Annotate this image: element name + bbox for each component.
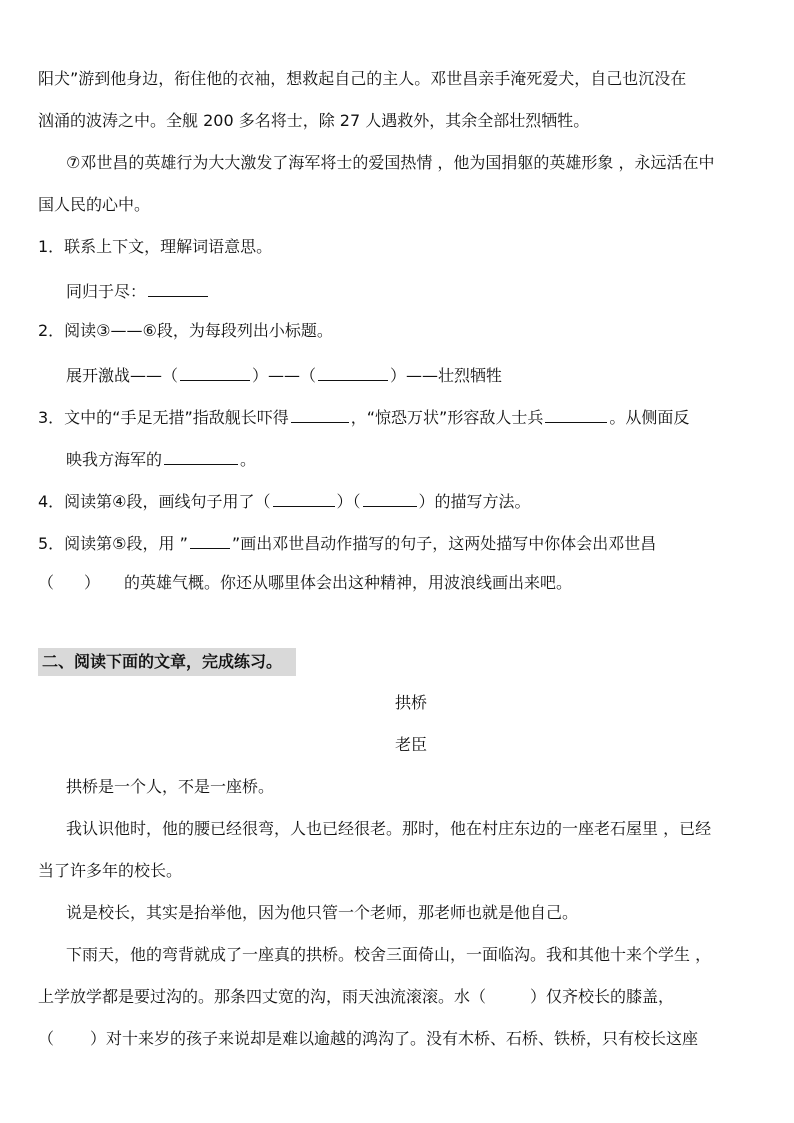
answer-blank[interactable] (291, 404, 349, 423)
passage-line: ⑦邓世昌的英雄行为大大激发了海军将士的爱国热情 ，他为国捐躯的英雄形象 ，永远活在中 (66, 153, 715, 172)
paragraph: 下雨天，他的弯背就成了一座真的拱桥。校舍三面倚山，一面临沟。我和其他十来个学生 ， (66, 945, 712, 964)
passage-line: 阳犬”游到他身边，衔住他的衣袖，想救起自己的主人。邓世昌亲手淹死爱犬，自己也沉没在 (38, 69, 687, 88)
text: 5．阅读第⑤段，用 ” (38, 534, 188, 553)
article-title: 拱桥 (394, 693, 427, 712)
question-2: 2．阅读③——⑥段，为每段列出小标题。 (38, 321, 333, 340)
answer-blank[interactable] (164, 446, 238, 465)
question-5 (38, 530, 656, 555)
passage-line: 国人民的心中。 (38, 195, 151, 214)
answer-blank[interactable] (273, 488, 335, 507)
text: ”画出邓世昌动作描写的句子，这两处描写中你体会出邓世昌 (231, 534, 657, 553)
paragraph-cont: 当了许多年的校长。 (38, 861, 183, 880)
paragraph-cont (38, 1028, 698, 1050)
text: （ (38, 573, 55, 592)
text: 展开激战——（ (66, 366, 179, 385)
paragraph: 我认识他时，他的腰已经很弯，人也已经很老。那时，他在村庄东边的一座老石屋里 ，已经 (66, 819, 712, 838)
text: 。 (240, 450, 257, 469)
text: ）对十来岁的孩子来说却是难以逾越的鸿沟了。没有木桥、石桥、铁桥，只有校长这座 (90, 1029, 699, 1048)
text: 4．阅读第④段，画线句子用了（ (38, 492, 271, 511)
question-2-sub (66, 362, 502, 387)
text: 。从侧面反 (609, 408, 690, 427)
section-heading: 二、阅读下面的文章，完成练习。 (38, 648, 296, 676)
text: ）——（ (252, 366, 317, 385)
text: 上学放学都是要过沟的。那条四丈宽的沟，雨天浊流滚滚。水（ (38, 987, 487, 1006)
answer-blank[interactable] (180, 362, 250, 381)
text: ）的描写方法。 (418, 492, 531, 511)
text: （ (38, 1029, 55, 1048)
paragraph-cont (38, 986, 674, 1008)
passage-line: 汹涌的波涛之中。全舰 200 多名将士，除 27 人遇救外，其余全部壮烈牺牲。 (38, 111, 590, 130)
paragraph: 说是校长，其实是抬举他，因为他只管一个老师，那老师也就是他自己。 (66, 903, 579, 922)
term-label: 同归于尽： (66, 282, 147, 301)
text: ，“惊恐万状”形容敌人士兵 (350, 408, 544, 427)
text: ）（ (336, 492, 361, 511)
text: ） (84, 573, 101, 592)
article-author: 老臣 (394, 735, 427, 754)
text: ）仅齐校长的膝盖， (530, 987, 675, 1006)
question-4 (38, 488, 531, 513)
paragraph: 拱桥是一个人，不是一座桥。 (66, 777, 275, 796)
answer-blank[interactable] (318, 362, 388, 381)
text: 的英雄气概。你还从哪里体会出这种精神，用波浪线画出来吧。 (124, 573, 573, 592)
answer-blank[interactable] (363, 488, 417, 507)
question-3-cont (66, 446, 256, 471)
text: 3．文中的“手足无措”指敌舰长吓得 (38, 408, 289, 427)
question-5-cont (38, 572, 572, 594)
answer-blank[interactable] (148, 278, 208, 297)
underline-sample (190, 530, 230, 549)
text: 映我方海军的 (66, 450, 163, 469)
question-1: 1．联系上下文，理解词语意思。 (38, 237, 273, 256)
question-1-sub (66, 278, 210, 303)
text: ）——壮烈牺牲 (390, 366, 503, 385)
answer-blank[interactable] (545, 404, 607, 423)
question-3 (38, 404, 689, 429)
